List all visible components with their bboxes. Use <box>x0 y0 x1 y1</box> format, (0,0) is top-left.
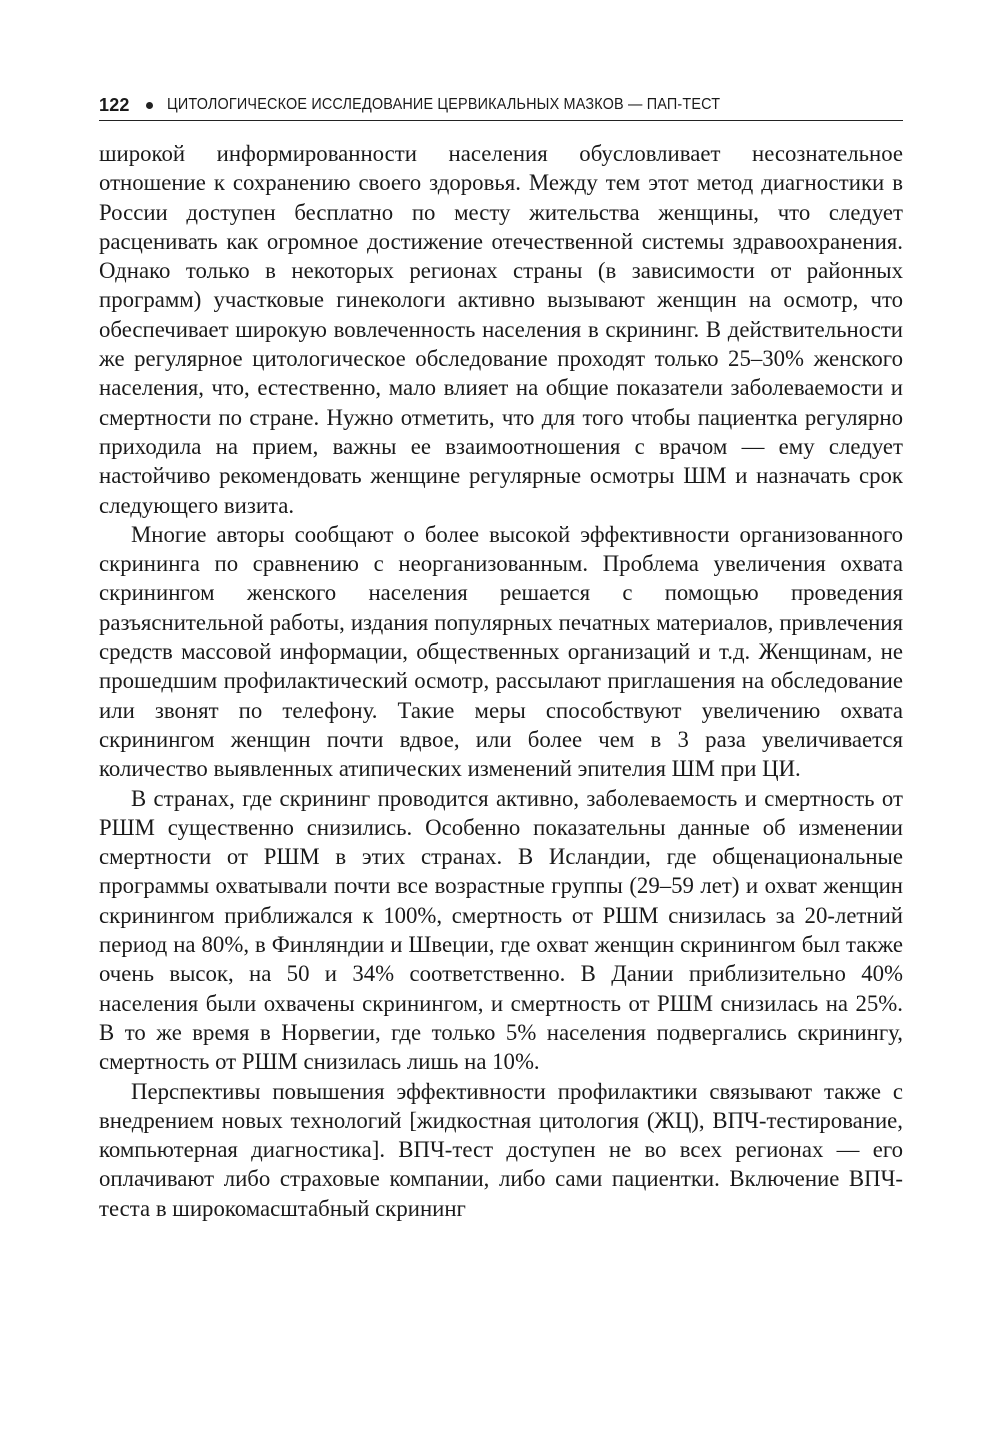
page-number: 122 <box>99 94 130 115</box>
paragraph: Перспективы повышения эффективности профилактики связывают также с внедрением новых технологий [жидкостная цитология (ЖЦ), ВПЧ-тестирование, компьютерная диагностика]. ВПЧ-тест доступен не во всех регионах — его оплачивают либо страховые компании, либо сами пациентки. Включение ВПЧ-теста в широкомасштабный скрининг <box>99 1078 903 1221</box>
paragraph: В странах, где скрининг проводится активно, заболеваемость и смертность от РШМ существенно снизились. Особенно показательны данные об изменении смертности от РШМ в этих странах. В Исландии, где общенациональные программы охватывали почти все возрастные группы (29–59 лет) и охват женщин скринингом приближался к 100%, смертность от РШМ снизилась за 20-летний период на 80%, в Финляндии и Швеции, где охват женщин скринингом был также очень высок, на 50 и 34% соответственно. В Дании приблизительно 40% населения были охвачены скринингом, и смертность от РШМ снизилась на 25%. В то же время в Норвегии, где только 5% населения подвергались скринингу, смертность от РШМ снизилась лишь на 10%. <box>99 785 903 1075</box>
bullet-icon <box>146 102 153 109</box>
page-header <box>99 90 903 121</box>
paragraph: широкой информированности населения обусловливает несознательное отношение к сохранению своего здоровья. Между тем этот метод диагностики в России доступен бесплатно по месту жительства женщины, что следует расценивать как огромное достижение отечественной системы здравоохранения. Однако только в некоторых регионах страны (в зависимости от районных программ) участковые гинекологи активно вызывают женщин на осмотр, что обеспечивает широкую вовлеченность населения в скрининг. В действительности же регулярное цитологическое обследование проходят только 25–30% женского населения, что, естественно, мало влияет на общие показатели заболеваемости и смертности по стране. Нужно отметить, что для того чтобы пациентка регулярно приходила на прием, важны ее взаимоотношения с врачом — ему следует настойчиво рекомендовать женщине регулярные осмотры ШМ и назначать срок следующего визита. <box>99 141 903 518</box>
body-text <box>99 139 903 1223</box>
paragraph: Многие авторы сообщают о более высокой эффективности организованного скрининга по сравнению с неорганизованным. Проблема увеличения охвата скринингом женского населения решается с помощью проведения разъяснительной работы, издания популярных печатных материалов, привлечения средств массовой информации, общественных организаций и т.д. Женщинам, не прошедшим профилактический осмотр, рассылают приглашения на обследование или звонят по телефону. Такие меры способствуют увеличению охвата скринингом женщин почти вдвое, или более чем в 3 раза увеличивается количество выявленных атипических изменений эпителия ШМ при ЦИ. <box>99 521 903 782</box>
running-title: ЦИТОЛОГИЧЕСКОЕ ИССЛЕДОВАНИЕ ЦЕРВИКАЛЬНЫХ МАЗКОВ — ПАП-ТЕСТ <box>166 96 720 113</box>
